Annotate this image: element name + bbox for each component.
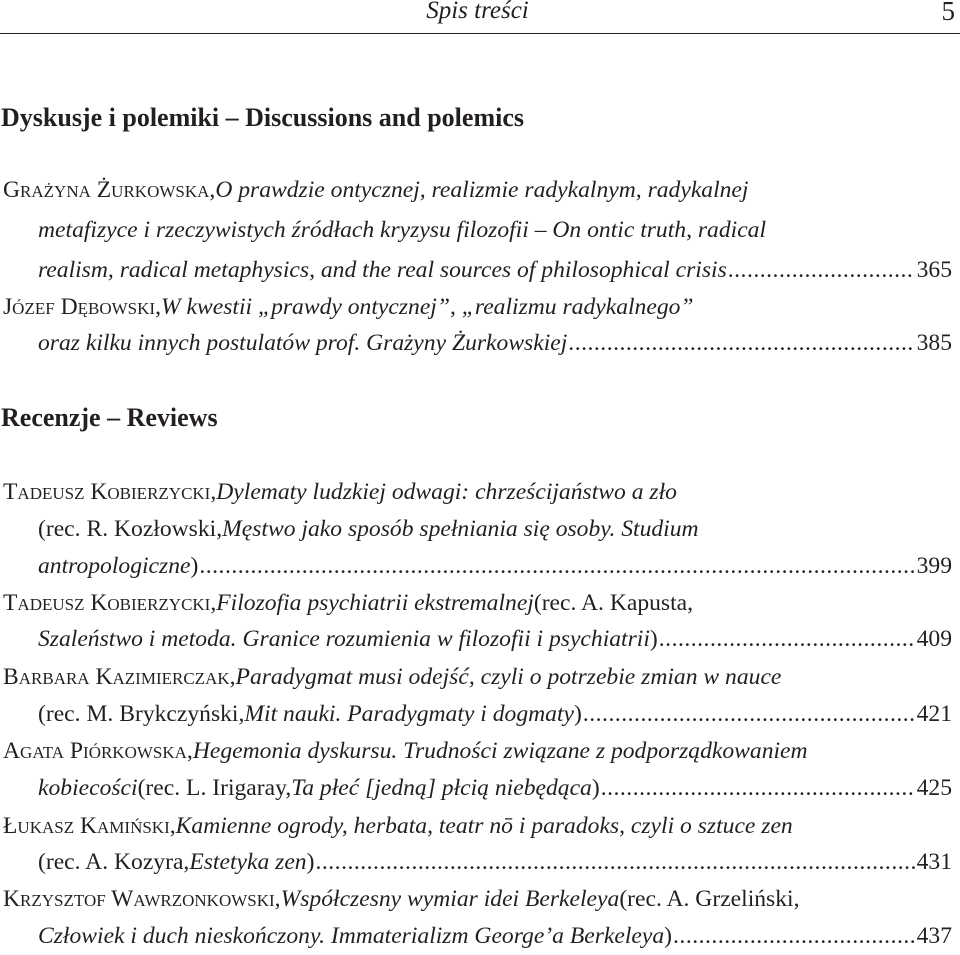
reviewed-book-title: Estetyka zen — [189, 849, 307, 875]
entry-page-number: 421 — [916, 701, 952, 727]
entry-page-number: 365 — [916, 257, 952, 283]
dot-leader — [315, 845, 914, 879]
toc-entry-line: (rec. A. Kozyra, Estetyka zen ) ..... 431 — [38, 845, 952, 879]
entry-title: Hegemonia dyskursu. Trudności związane z podporządkowaniem — [192, 738, 808, 764]
entry-page-number: 399 — [916, 553, 952, 579]
toc-entry-line: Tadeusz Kobierzycki , Filozofia psychiatrii ekstremalnej (rec. A. Kapusta, — [3, 586, 952, 620]
entry-author: Krzysztof Wawrzonkowski — [3, 886, 275, 912]
reviewed-book-title: Męstwo jako sposób spełniania się osoby. Studium — [222, 516, 699, 542]
entry-page-number: 409 — [916, 626, 952, 652]
reviewed-book-title: antropologiczne — [38, 553, 191, 579]
running-header-page-number: 5 — [941, 0, 955, 26]
entry-title: metafizyce i rzeczywistych źródłach kryzysu filozofii – On ontic truth, radical — [38, 217, 767, 243]
section-heading-reviews: Recenzje – Reviews — [1, 403, 218, 432]
entry-title: Paradygmat musi odejść, czyli o potrzebie zmian w nauce — [235, 664, 782, 690]
toc-entry-line: Szaleństwo i metoda. Granice rozumienia w filozofii i psychiatrii ) ..... 409 — [38, 622, 952, 656]
dot-leader — [659, 622, 915, 656]
section-heading-discussions: Dyskusje i polemiki – Discussions and polemics — [1, 103, 524, 132]
running-header-title: Spis treści — [426, 0, 529, 24]
entry-title: oraz kilku innych postulatów prof. Grażyny Żurkowskiej — [38, 330, 568, 356]
entry-title: Kamienne ogrody, herbata, teatr nō i paradoks, czyli o sztuce zen — [175, 813, 793, 839]
entry-title: realism, radical metaphysics, and the real sources of philosophical crisis — [38, 257, 727, 283]
entry-page-number: 437 — [916, 923, 952, 949]
entry-title: W kwestii „prawdy ontycznej”, „realizmu radykalnego” — [160, 294, 694, 320]
entry-author: Józef Dębowski — [3, 294, 156, 320]
toc-entry-line — [38, 253, 952, 287]
dot-leader — [601, 771, 915, 805]
entry-author: Grażyna Żurkowska — [3, 177, 210, 203]
toc-entry-line: Agata Piórkowska , Hegemonia dyskursu. Trudności związane z podporządkowaniem — [3, 734, 952, 768]
entry-author: Tadeusz Kobierzycki — [3, 590, 211, 616]
entry-author: Barbara Kazimierczak — [3, 664, 230, 690]
toc-entry-line: kobiecości (rec. L. Irigaray, Ta płeć [jedną] płcią niebędąca ) ..... 425 — [38, 771, 952, 805]
toc-entry-line: (rec. R. Kozłowski, Męstwo jako sposób spełniania się osoby. Studium — [38, 512, 952, 546]
header-rule — [0, 33, 960, 34]
toc-entry-line: Tadeusz Kobierzycki , Dylematy ludzkiej odwagi: chrześcijaństwo a zło — [3, 475, 952, 509]
entry-author: Tadeusz Kobierzycki — [3, 479, 211, 505]
dot-leader — [583, 697, 915, 731]
reviewed-book-title: Mit nauki. Paradygmaty i dogmaty — [244, 701, 574, 727]
entry-author: Agata Piórkowska — [3, 738, 187, 764]
dot-leader — [199, 549, 914, 583]
toc-entry-line: Krzysztof Wawrzonkowski , Współczesny wymiar idei Berkeleya (rec. A. Grzeliński, — [3, 882, 952, 916]
entry-title: kobiecości — [38, 775, 138, 801]
entry-title: Filozofia psychiatrii ekstremalnej — [216, 590, 534, 616]
toc-entry-line: Łukasz Kamiński , Kamienne ogrody, herbata, teatr nō i paradoks, czyli o sztuce zen — [3, 809, 952, 843]
entry-page-number: 431 — [916, 849, 952, 875]
toc-entry-line: Józef Dębowski , W kwestii „prawdy ontycznej”, „realizmu radykalnego” — [3, 290, 952, 324]
reviewed-book-title: Człowiek i duch nieskończony. Immaterializm George’a Berkeleya — [38, 923, 665, 949]
entry-page-number: 385 — [916, 330, 952, 356]
dot-leader — [673, 919, 915, 953]
toc-entry-line — [38, 213, 952, 247]
dot-leader — [568, 326, 914, 360]
toc-entry-line — [38, 326, 952, 360]
dot-leader — [728, 253, 915, 287]
entry-title: O prawdzie ontycznej, realizmie radykalnym, radykalnej — [215, 177, 749, 203]
entry-author: Łukasz Kamiński — [3, 813, 170, 839]
toc-entry-line: antropologiczne ) ..... 399 — [38, 549, 952, 583]
toc-entry-line: Człowiek i duch nieskończony. Immaterializm George’a Berkeleya ) ..... 437 — [38, 919, 952, 953]
entry-page-number: 425 — [916, 775, 952, 801]
toc-entry-line: Barbara Kazimierczak , Paradygmat musi odejść, czyli o potrzebie zmian w nauce — [3, 660, 952, 694]
entry-title: Współczesny wymiar idei Berkeleya — [280, 886, 620, 912]
reviewed-book-title: Szaleństwo i metoda. Granice rozumienia w filozofii i psychiatrii — [38, 626, 650, 652]
toc-entry-line: (rec. M. Brykczyński, Mit nauki. Paradygmaty i dogmaty ) ..... 421 — [38, 697, 952, 731]
toc-entry-line: Grażyna Żurkowska , O prawdzie ontycznej, realizmie radykalnym, radykalnej — [3, 173, 952, 207]
reviewed-book-title: Ta płeć [jedną] płcią niebędąca — [291, 775, 592, 801]
entry-title: Dylematy ludzkiej odwagi: chrześcijaństwo a zło — [216, 479, 677, 505]
